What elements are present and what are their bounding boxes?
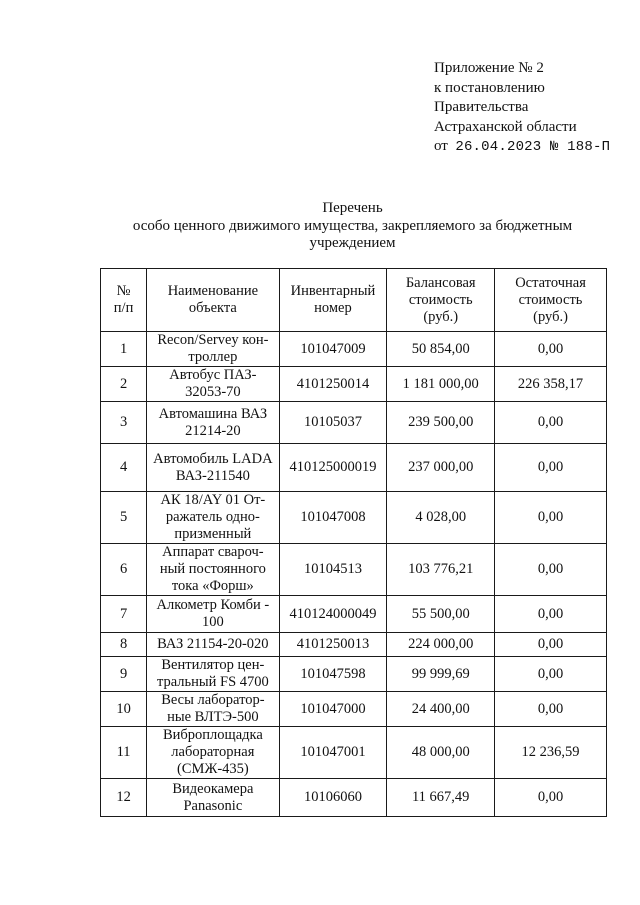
header-inventory-line: Инвентарный: [290, 283, 376, 299]
table-row: [101, 367, 607, 402]
header-name-line: Наименование: [167, 283, 259, 299]
header-balance-line: Балансовая: [405, 274, 476, 291]
header-name-line: объекта: [188, 300, 237, 316]
header-balance-line: стоимость: [408, 291, 473, 308]
cell-num: 8: [101, 633, 147, 657]
cell-name-line: тока «Форш»: [171, 578, 254, 594]
cell-name: [147, 596, 279, 633]
table-row: [101, 657, 607, 692]
cell-num: 4: [101, 444, 147, 492]
cell-balance: 103 776,21: [387, 544, 495, 596]
table-row: [101, 492, 607, 544]
cell-name-line: Автомашина ВАЗ: [158, 405, 268, 422]
cell-inventory: 101047009: [279, 332, 387, 367]
cell-inventory: 101047008: [279, 492, 387, 544]
cell-balance: 1 181 000,00: [387, 367, 495, 402]
cell-name-line: Автобус ПАЗ-: [169, 367, 257, 383]
table-row: [101, 402, 607, 444]
table-row: [101, 596, 607, 633]
cell-num: 1: [101, 332, 147, 367]
cell-name: [147, 332, 279, 367]
cell-num: 12: [101, 779, 147, 817]
cell-name-line: Автомобиль LADA: [153, 450, 273, 467]
cell-balance: 4 028,00: [387, 492, 495, 544]
cell-num: 11: [101, 727, 147, 779]
header-residual-line: Остаточная: [515, 274, 586, 291]
cell-num: 2: [101, 367, 147, 402]
title-line-1: Перечень: [322, 200, 383, 216]
table-row: [101, 692, 607, 727]
table-row: [101, 727, 607, 779]
cell-residual: 0,00: [495, 332, 607, 367]
cell-residual: 0,00: [495, 779, 607, 817]
cell-name-line: 100: [201, 614, 224, 630]
header-inventory-line: номер: [314, 300, 352, 316]
cell-inventory: 10105037: [279, 402, 387, 444]
cell-num: 7: [101, 596, 147, 633]
document-title: [100, 200, 605, 253]
cell-residual: 0,00: [495, 596, 607, 633]
cell-residual: 0,00: [495, 402, 607, 444]
table-row: [101, 633, 607, 657]
cell-inventory: 101047000: [279, 692, 387, 727]
cell-residual: 0,00: [495, 692, 607, 727]
appendix-line-4: Астраханской области: [434, 118, 577, 135]
cell-name: [147, 727, 279, 779]
cell-name-line: Виброплощадка: [162, 727, 263, 743]
cell-name-line: троллер: [188, 349, 238, 365]
cell-balance: 237 000,00: [387, 444, 495, 492]
cell-balance: 224 000,00: [387, 633, 495, 657]
appendix-date-line: [434, 137, 610, 158]
cell-inventory: 4101250013: [279, 633, 387, 657]
header-num: [101, 269, 147, 332]
cell-inventory: 410124000049: [279, 596, 387, 633]
cell-residual: 0,00: [495, 492, 607, 544]
cell-num: 3: [101, 402, 147, 444]
cell-name: [147, 444, 279, 492]
cell-name: [147, 779, 279, 817]
cell-residual: 12 236,59: [495, 727, 607, 779]
cell-num: 9: [101, 657, 147, 692]
header-balance: [387, 269, 495, 332]
table-row: [101, 444, 607, 492]
table-body: [101, 332, 607, 817]
cell-name-line: ный постоянного: [159, 561, 266, 577]
appendix-block: [434, 59, 610, 158]
cell-residual: 226 358,17: [495, 367, 607, 402]
cell-name-line: тральный FS 4700: [156, 674, 269, 690]
cell-num: 6: [101, 544, 147, 596]
cell-balance: 48 000,00: [387, 727, 495, 779]
header-residual-line: стоимость: [518, 291, 583, 308]
cell-name-line: Recon/Servey кон-: [157, 332, 269, 348]
appendix-line-2: к постановлению: [434, 79, 545, 96]
cell-name-line: ВАЗ 21154-20-020: [157, 636, 269, 652]
cell-name-line: 32053-70: [185, 384, 241, 400]
cell-balance: 99 999,69: [387, 657, 495, 692]
cell-name-line: Вентилятор цен-: [161, 657, 265, 673]
appendix-line-1: Приложение № 2: [434, 60, 544, 76]
cell-inventory: 10104513: [279, 544, 387, 596]
cell-num: 5: [101, 492, 147, 544]
table-header-row: [101, 269, 607, 332]
table-row: [101, 544, 607, 596]
header-residual-line: (руб.): [533, 308, 568, 325]
property-table: [100, 268, 607, 817]
cell-name-line: (СМЖ-435): [176, 761, 249, 777]
table-row: [101, 332, 607, 367]
cell-inventory: 410125000019: [279, 444, 387, 492]
cell-name-line: Алкометр Комби -: [156, 597, 270, 613]
title-line-3: учреждением: [309, 235, 396, 251]
title-line-2: особо ценного движимого имущества, закрепляемого за бюджетным: [132, 217, 573, 234]
cell-name-line: призменный: [174, 526, 252, 542]
cell-name: [147, 492, 279, 544]
cell-balance: 24 400,00: [387, 692, 495, 727]
header-balance-line: (руб.): [423, 308, 459, 325]
cell-inventory: 4101250014: [279, 367, 387, 402]
cell-name-line: ражатель одно-: [165, 509, 260, 525]
header-num-line: №: [116, 283, 131, 299]
cell-name-line: Весы лаборатор-: [161, 692, 265, 708]
cell-name: [147, 544, 279, 596]
cell-name-line: Видеокамера: [172, 780, 254, 797]
cell-inventory: 10106060: [279, 779, 387, 817]
cell-balance: 239 500,00: [387, 402, 495, 444]
cell-residual: 0,00: [495, 444, 607, 492]
cell-name-line: ВАЗ-211540: [175, 467, 250, 484]
cell-residual: 0,00: [495, 633, 607, 657]
cell-name-line: Аппарат свароч-: [162, 544, 264, 560]
cell-inventory: 101047598: [279, 657, 387, 692]
cell-name: [147, 657, 279, 692]
cell-inventory: 101047001: [279, 727, 387, 779]
cell-balance: 11 667,49: [387, 779, 495, 817]
cell-name-line: лабораторная: [171, 744, 255, 760]
cell-name-line: АК 18/AY 01 От-: [160, 492, 266, 508]
table-row: [101, 779, 607, 817]
cell-name: [147, 692, 279, 727]
cell-residual: 0,00: [495, 657, 607, 692]
appendix-line-3: Правительства: [434, 99, 529, 115]
cell-name-line: 21214-20: [185, 422, 241, 439]
header-name: [147, 269, 279, 332]
cell-num: 10: [101, 692, 147, 727]
cell-name-line: Panasonic: [183, 797, 243, 814]
cell-name: [147, 633, 279, 657]
cell-residual: 0,00: [495, 544, 607, 596]
header-num-line: п/п: [113, 300, 134, 316]
cell-name: [147, 402, 279, 444]
cell-balance: 55 500,00: [387, 596, 495, 633]
cell-balance: 50 854,00: [387, 332, 495, 367]
appendix-date-number: 26.04.2023 № 188-П: [455, 139, 611, 155]
cell-name: [147, 367, 279, 402]
header-inventory: [279, 269, 387, 332]
appendix-date-prefix: от: [434, 138, 448, 154]
header-residual: [495, 269, 607, 332]
cell-name-line: ные ВЛТЭ-500: [167, 709, 259, 725]
